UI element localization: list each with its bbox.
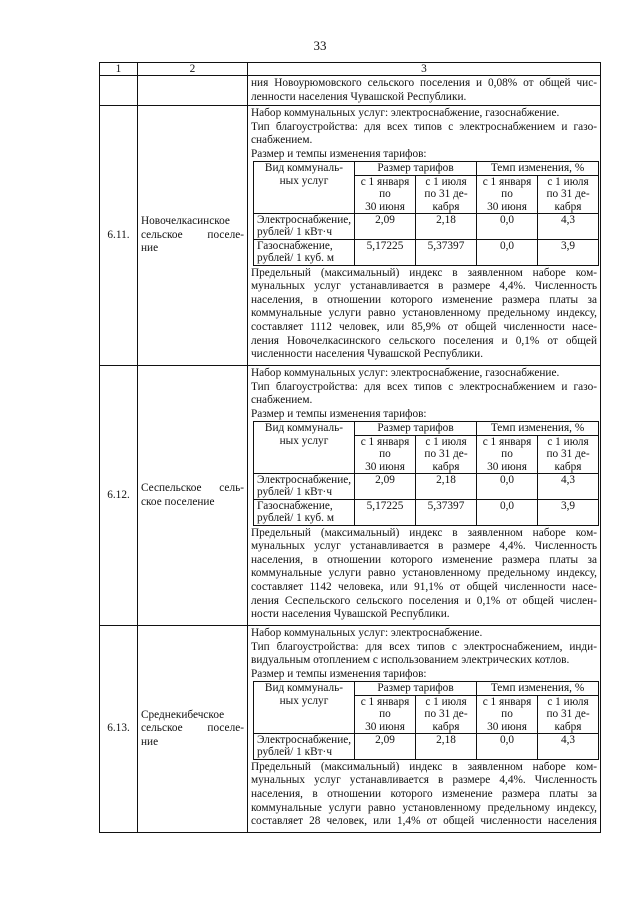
electric-label: Электроснабжение, рублей/ 1 кВт·ч [254, 474, 355, 500]
service-kind-header: Вид коммуналь- ных услуг [254, 162, 355, 214]
period-header: с 1 июля по 31 де- кабря [538, 695, 599, 733]
settlement-name [138, 626, 248, 833]
gas-row [254, 499, 599, 525]
rate-value: 4,3 [538, 734, 599, 760]
type-text: Тип благоустройства: для всех типов с электроснабжением и газо- [251, 380, 597, 393]
tariff-size-header: Размер тарифов [355, 682, 477, 695]
row-number: 6.12. [100, 366, 138, 626]
index-text: мунальных услуг устанавливается в размере 4,4%. Численность [251, 774, 597, 787]
rate-value: 3,9 [538, 239, 599, 265]
name-line: ское поселение [141, 495, 215, 508]
rate-value: 0,0 [477, 734, 538, 760]
tariff-table [253, 421, 599, 525]
tariff-table [253, 681, 599, 759]
period-header: с 1 июля по 31 де- кабря [538, 435, 599, 473]
period-header: с 1 января по 30 июня [355, 175, 416, 213]
period-header: с 1 января по 30 июня [477, 695, 538, 733]
table-row [100, 106, 601, 366]
row-details [248, 366, 601, 626]
period-header: с 1 июля по 31 де- кабря [538, 175, 599, 213]
continuation-text [248, 76, 601, 106]
electric-row [254, 734, 599, 760]
index-text: населения, в отношении которого изменение размера платы за [251, 788, 597, 800]
tariff-value: 5,37397 [416, 499, 477, 525]
table-row-continuation [100, 76, 601, 106]
tariff-value: 2,18 [416, 734, 477, 760]
type-text: снабжением. [251, 394, 313, 407]
period-header: с 1 июля по 31 де- кабря [416, 695, 477, 733]
page-number: 33 [313, 38, 327, 53]
row-details [248, 626, 601, 833]
period-header: с 1 июля по 31 де- кабря [416, 435, 477, 473]
rate-value: 3,9 [538, 499, 599, 525]
tariff-value: 5,37397 [416, 239, 477, 265]
tariff-value: 2,09 [355, 214, 416, 240]
rate-value: 0,0 [477, 474, 538, 500]
rate-value: 0,0 [477, 499, 538, 525]
change-rate-header: Темп изменения, % [477, 422, 599, 435]
service-kind-header: Вид коммуналь- ных услуг [254, 422, 355, 474]
index-text: численности населения Чувашской Республики. [251, 348, 484, 361]
period-header: с 1 июля по 31 де- кабря [416, 175, 477, 213]
row-details [248, 106, 601, 366]
rate-value: 4,3 [538, 474, 599, 500]
index-text: составляет 28 человек, или 1,4% от общей численности населения [251, 815, 597, 828]
services-text: Набор коммунальных услуг: электроснабжение. [251, 627, 483, 639]
type-text: снабжением. [251, 134, 313, 147]
period-header: с 1 января по 30 июня [355, 435, 416, 473]
row-number: 6.13. [100, 626, 138, 833]
tariff-value: 2,18 [416, 474, 477, 500]
tariff-value: 2,09 [355, 474, 416, 500]
index-text: коммунальные услуги равно установленному предельному индексу, [251, 801, 597, 814]
rate-value: 4,3 [538, 214, 599, 240]
tariff-value: 5,17225 [355, 499, 416, 525]
index-text: мунальных услуг устанавливается в размере 4,4%. Численность [251, 280, 597, 293]
name-line: Среднекибечское [141, 708, 225, 721]
index-text: Предельный (максимальный) индекс в заявленном наборе ком- [251, 760, 597, 773]
header-col-2: 2 [138, 63, 248, 76]
gas-label: Газоснабжение, рублей/ 1 куб. м [254, 499, 355, 525]
tariff-size-header: Размер тарифов [355, 422, 477, 435]
gas-row [254, 239, 599, 265]
index-text: мунальных услуг устанавливается в размере 4,4%. Численность [251, 540, 597, 553]
tariff-caption: Размер и темпы изменения тарифов: [251, 667, 427, 680]
services-text: Набор коммунальных услуг: электроснабжение, газоснабжение. [251, 107, 560, 119]
header-col-1: 1 [100, 63, 138, 76]
rate-value: 0,0 [477, 239, 538, 265]
table-row [100, 366, 601, 626]
tariff-value: 5,17225 [355, 239, 416, 265]
period-header: с 1 января по 30 июня [477, 175, 538, 213]
table-row [100, 626, 601, 833]
index-text: Предельный (максимальный) индекс в заявленном наборе ком- [251, 266, 597, 279]
index-text: Предельный (максимальный) индекс в заявленном наборе ком- [251, 526, 597, 539]
period-header: с 1 января по 30 июня [477, 435, 538, 473]
settlement-name [138, 106, 248, 366]
tariff-caption: Размер и темпы изменения тарифов: [251, 147, 427, 160]
name-line: сельское поселе- [141, 722, 244, 735]
electric-label: Электроснабжение, рублей/ 1 кВт·ч [254, 734, 355, 760]
settlements-table [99, 62, 601, 833]
index-text: населения, в отношении которого изменение размера платы за [251, 553, 597, 566]
header-col-3: 3 [248, 63, 601, 76]
rate-value: 0,0 [477, 214, 538, 240]
row-number: 6.11. [100, 106, 138, 366]
header-row [100, 63, 601, 76]
name-line: ние [141, 735, 159, 748]
text-line: ленности населения Чувашской Республики. [251, 90, 467, 103]
tariff-value: 2,18 [416, 214, 477, 240]
type-text: Тип благоустройства: для всех типов с электроснабжением и газо- [251, 120, 597, 133]
index-text: населения, в отношении которого изменение размера платы за [251, 293, 597, 306]
tariff-size-header: Размер тарифов [355, 162, 477, 175]
services-text: Набор коммунальных услуг: электроснабжение, газоснабжение. [251, 367, 560, 379]
gas-label: Газоснабжение, рублей/ 1 куб. м [254, 239, 355, 265]
tariff-table [253, 161, 599, 265]
tariff-value: 2,09 [355, 734, 416, 760]
period-header: с 1 января по 30 июня [355, 695, 416, 733]
index-text: ления Новочелкасинского сельского поселения и 0,1% от общей [251, 334, 597, 347]
index-text: составляет 1112 человек, или 85,9% от общей численности насе- [251, 321, 597, 333]
name-line: сельское поселе- [141, 228, 244, 241]
text-line: ния Новоурюмовского сельского поселения и 0,08% от общей чис- [251, 77, 597, 89]
electric-row [254, 474, 599, 500]
type-text: Тип благоустройства: для всех типов с электроснабжением, инди- [251, 640, 597, 653]
change-rate-header: Темп изменения, % [477, 162, 599, 175]
name-line: Сеспельское сель- [141, 481, 244, 494]
index-text: составляет 1142 человека, или 91,1% от общей численности насе- [251, 581, 597, 593]
index-text: ления Сеспельского сельского поселения и 0,1% от общей числен- [251, 594, 597, 607]
electric-label: Электроснабжение, рублей/ 1 кВт·ч [254, 214, 355, 240]
index-text: ности населения Чувашской Республики. [251, 608, 450, 621]
index-text: коммунальные услуги равно установленному предельному индексу, [251, 567, 597, 580]
name-line: ние [141, 242, 159, 255]
electric-row [254, 214, 599, 240]
index-text: коммунальные услуги равно установленному предельному индексу, [251, 307, 597, 320]
change-rate-header: Темп изменения, % [477, 682, 599, 695]
service-kind-header: Вид коммуналь- ных услуг [254, 682, 355, 734]
type-text: видуальным отоплением с использованием электрических котлов. [251, 654, 570, 667]
name-line: Новочелкасинское [141, 215, 230, 228]
tariff-caption: Размер и темпы изменения тарифов: [251, 407, 427, 420]
settlement-name [138, 366, 248, 626]
